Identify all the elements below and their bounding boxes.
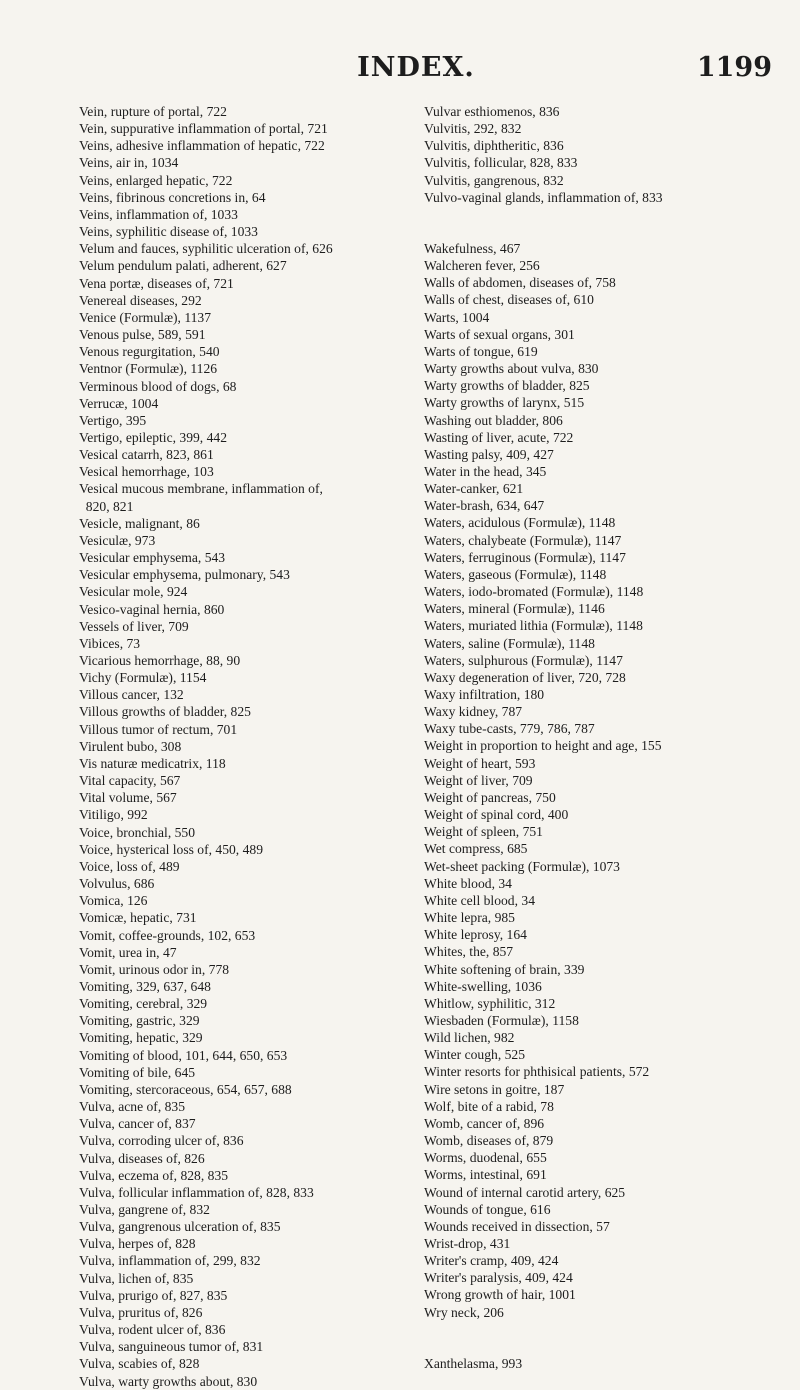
section-gap <box>424 1321 784 1355</box>
index-entry: Vomicæ, hepatic, 731 <box>79 910 197 926</box>
index-entry: Vulvitis, 292, 832 <box>424 121 522 137</box>
index-section-w <box>424 240 784 1321</box>
index-entry: Vulvitis, gangrenous, 832 <box>424 172 564 188</box>
index-entry: Vulva, diseases of, 826 <box>79 1150 205 1166</box>
running-head <box>60 52 772 96</box>
index-entry: Vomiting of blood, 101, 644, 650, 653 <box>79 1047 288 1063</box>
index-entry: Vulva, eczema of, 828, 835 <box>79 1167 229 1183</box>
index-entry: Water-canker, 621 <box>424 481 524 497</box>
index-entry: White leprosy, 164 <box>424 927 527 943</box>
index-entry: White lepra, 985 <box>424 910 515 926</box>
index-entry: Writer's paralysis, 409, 424 <box>424 1270 573 1286</box>
index-entry: 820, 821 <box>79 498 134 514</box>
index-entry: Vulva, gangrene of, 832 <box>79 1202 210 1217</box>
index-entry: Water in the head, 345 <box>424 463 547 479</box>
index-entry: Venous regurgitation, 540 <box>79 344 220 360</box>
index-entry: Villous tumor of rectum, 701 <box>79 721 238 737</box>
index-entry: Vesiculæ, 973 <box>79 532 156 548</box>
index-entry: Vesicular emphysema, 543 <box>79 550 226 566</box>
index-entry: White cell blood, 34 <box>424 892 535 908</box>
section-gap <box>424 206 784 240</box>
index-entry: Vibices, 73 <box>79 635 141 651</box>
index-entry: Wasting of liver, acute, 722 <box>424 429 574 445</box>
index-entry: White blood, 34 <box>424 875 512 891</box>
index-entry: Vulva, follicular inflammation of, 828, 833 <box>79 1184 314 1200</box>
index-entry: Velum and fauces, syphilitic ulceration of, 626 <box>79 241 333 257</box>
index-entry: White-swelling, 1036 <box>424 978 542 994</box>
index-entry: Weight of spleen, 751 <box>424 824 543 840</box>
index-entry: Waxy kidney, 787 <box>424 704 523 720</box>
index-entry: Volvulus, 686 <box>79 876 155 892</box>
index-entry: Vertigo, epileptic, 399, 442 <box>79 429 227 445</box>
index-entry: Vesicular mole, 924 <box>79 584 188 600</box>
index-entry: Waters, acidulous (Formulæ), 1148 <box>424 515 616 531</box>
index-entry: Vomiting, 329, 637, 648 <box>79 978 211 994</box>
index-entry: Vesico-vaginal hernia, 860 <box>79 601 225 617</box>
index-entry: Vichy (Formulæ), 1154 <box>79 670 207 686</box>
index-entry: Vesicle, malignant, 86 <box>79 515 200 531</box>
index-entry: Vulvar esthiomenos, 836 <box>424 104 560 119</box>
index-entry: Verminous blood of dogs, 68 <box>79 378 237 394</box>
index-entry: Vicarious hemorrhage, 88, 90 <box>79 653 241 668</box>
index-entry: Vesical hemorrhage, 103 <box>79 464 214 480</box>
index-entry: Villous cancer, 132 <box>79 687 184 703</box>
index-entry: Wounds received in dissection, 57 <box>424 1218 610 1234</box>
index-entry: Voice, loss of, 489 <box>79 858 180 874</box>
index-entry: Vomiting, cerebral, 329 <box>79 996 208 1012</box>
index-entry: Wound of internal carotid artery, 625 <box>424 1184 626 1200</box>
index-entry: Vulvitis, follicular, 828, 833 <box>424 155 578 171</box>
index-entry: Veins, enlarged hepatic, 722 <box>79 172 233 188</box>
index-entry: Vomiting, stercoraceous, 654, 657, 688 <box>79 1081 292 1097</box>
index-entry: Verrucæ, 1004 <box>79 395 159 411</box>
index-entry: Voice, hysterical loss of, 450, 489 <box>79 841 263 857</box>
index-entry: Vein, rupture of portal, 722 <box>79 104 227 119</box>
index-entry: Warts, 1004 <box>424 309 490 325</box>
index-entry: Wry neck, 206 <box>424 1304 504 1320</box>
index-entry: Wiesbaden (Formulæ), 1158 <box>424 1012 579 1028</box>
index-entry: Waxy infiltration, 180 <box>424 687 545 702</box>
index-entry: Womb, cancer of, 896 <box>424 1115 545 1131</box>
index-entry: Wasting palsy, 409, 427 <box>424 446 554 462</box>
index-entry: Wolf, bite of a rabid, 78 <box>424 1098 554 1114</box>
index-entry: Worms, duodenal, 655 <box>424 1150 547 1166</box>
index-entry: Warts of tongue, 619 <box>424 343 538 359</box>
index-entry: Vulva, acne of, 835 <box>79 1099 186 1115</box>
index-entry: Venice (Formulæ), 1137 <box>79 309 212 325</box>
index-entry: Weight in proportion to height and age, 155 <box>424 738 662 754</box>
index-entry: Vulva, lichen of, 835 <box>79 1270 194 1286</box>
index-entry: Vitiligo, 992 <box>79 807 148 823</box>
index-entry: Wild lichen, 982 <box>424 1030 515 1046</box>
index-entry: Winter resorts for phthisical patients, 572 <box>424 1064 650 1080</box>
index-entry: Veins, syphilitic disease of, 1033 <box>79 224 258 240</box>
index-entry: Vena portæ, diseases of, 721 <box>79 275 234 291</box>
index-entry: Vulvo-vaginal glands, inflammation of, 833 <box>424 189 663 205</box>
index-entry: Vomiting of bile, 645 <box>79 1064 196 1080</box>
index-entry: Vertigo, 395 <box>79 412 147 428</box>
index-entry: Virulent bubo, 308 <box>79 738 182 754</box>
index-entry: Vulva, sanguineous tumor of, 831 <box>79 1339 264 1355</box>
index-entry: Vital capacity, 567 <box>79 773 181 789</box>
index-entry: Waters, iodo-bromated (Formulæ), 1148 <box>424 584 644 600</box>
index-entry: Venereal diseases, 292 <box>79 292 202 308</box>
index-entry: Water-brash, 634, 647 <box>424 498 545 514</box>
index-entry: Vessels of liver, 709 <box>79 618 189 634</box>
index-entry: Venous pulse, 589, 591 <box>79 327 206 343</box>
index-entry: Waxy tube-casts, 779, 786, 787 <box>424 721 595 737</box>
index-entry: Walls of abdomen, diseases of, 758 <box>424 275 616 291</box>
index-entry: Warty growths of larynx, 515 <box>424 395 585 411</box>
index-entry: Wrong growth of hair, 1001 <box>424 1287 576 1303</box>
index-entry: Vein, suppurative inflammation of portal, 721 <box>79 121 328 137</box>
index-entry: Whites, the, 857 <box>424 944 514 960</box>
index-entry: Vulva, corroding ulcer of, 836 <box>79 1133 244 1149</box>
index-entry: Waters, chalybeate (Formulæ), 1147 <box>424 532 622 548</box>
index-section-x <box>424 1355 784 1372</box>
index-entry: Villous growths of bladder, 825 <box>79 704 251 720</box>
index-entry: Vulva, pruritus of, 826 <box>79 1304 203 1320</box>
index-entry: Vulva, inflammation of, 299, 832 <box>79 1253 261 1269</box>
index-entry: Winter cough, 525 <box>424 1047 526 1063</box>
index-entry: Whitlow, syphilitic, 312 <box>424 995 556 1011</box>
index-entry: Veins, inflammation of, 1033 <box>79 206 238 222</box>
index-entry: Vomit, urinous odor in, 778 <box>79 961 230 977</box>
index-entry: Vulva, scabies of, 828 <box>79 1356 200 1372</box>
index-entry: Worms, intestinal, 691 <box>424 1167 547 1183</box>
index-entry: Vesicular emphysema, pulmonary, 543 <box>79 567 290 583</box>
index-entry: Vesical mucous membrane, inflammation of, <box>79 481 323 497</box>
index-entry: Vulva, rodent ulcer of, 836 <box>79 1322 226 1338</box>
index-entry: Vulva, prurigo of, 827, 835 <box>79 1287 228 1303</box>
index-entry: Waters, saline (Formulæ), 1148 <box>424 635 595 651</box>
index-entry: Walls of chest, diseases of, 610 <box>424 292 594 308</box>
index-entry: Waters, mineral (Formulæ), 1146 <box>424 601 605 617</box>
index-entry: Waters, ferruginous (Formulæ), 1147 <box>424 549 626 565</box>
index-entry: Wounds of tongue, 616 <box>424 1201 551 1217</box>
index-entry: Xanthelasma, 993 <box>424 1355 523 1371</box>
index-column-left <box>79 103 409 1390</box>
index-entry: Wakefulness, 467 <box>424 240 521 256</box>
index-entry: Wet compress, 685 <box>424 841 528 857</box>
index-entry: Vulva, gangrenous ulceration of, 835 <box>79 1219 281 1235</box>
index-entry: Wire setons in goitre, 187 <box>424 1081 565 1097</box>
index-entry: Walcheren fever, 256 <box>424 258 540 274</box>
index-entry: Waters, gaseous (Formulæ), 1148 <box>424 566 607 582</box>
index-entry: Vulvitis, diphtheritic, 836 <box>424 138 564 154</box>
index-entry: Vomit, coffee-grounds, 102, 653 <box>79 927 256 943</box>
index-entry: Waters, muriated lithia (Formulæ), 1148 <box>424 618 643 634</box>
index-entry: Wrist-drop, 431 <box>424 1236 511 1251</box>
index-entry: Vulva, herpes of, 828 <box>79 1236 196 1252</box>
index-entry: Weight of spinal cord, 400 <box>424 807 569 823</box>
index-column-right <box>424 103 784 1372</box>
index-entry: Warty growths of bladder, 825 <box>424 378 590 394</box>
index-entry: Vis naturæ medicatrix, 118 <box>79 755 226 771</box>
index-entry: Washing out bladder, 806 <box>424 412 563 428</box>
index-entry: Vomica, 126 <box>79 893 148 909</box>
index-entry: Weight of pancreas, 750 <box>424 789 556 805</box>
index-entry: Veins, fibrinous concretions in, 64 <box>79 189 266 205</box>
index-entry: Vomiting, hepatic, 329 <box>79 1030 203 1046</box>
index-entry: Veins, adhesive inflammation of hepatic, 722 <box>79 138 325 154</box>
index-entry: Vital volume, 567 <box>79 790 177 806</box>
index-entry: Veins, air in, 1034 <box>79 155 179 171</box>
index-entry: Voice, bronchial, 550 <box>79 824 196 840</box>
index-entry: White softening of brain, 339 <box>424 961 585 977</box>
index-entry: Ventnor (Formulæ), 1126 <box>79 361 218 377</box>
index-entry: Waters, sulphurous (Formulæ), 1147 <box>424 652 623 668</box>
page-title: INDEX. <box>357 52 475 83</box>
index-entry: Writer's cramp, 409, 424 <box>424 1253 559 1269</box>
index-entry: Vulva, warty growths about, 830 <box>79 1373 258 1389</box>
index-entry: Waxy degeneration of liver, 720, 728 <box>424 669 626 685</box>
index-entry: Weight of liver, 709 <box>424 772 533 788</box>
index-entry: Weight of heart, 593 <box>424 755 536 771</box>
page-number: 1199 <box>696 52 772 83</box>
index-entry: Velum pendulum palati, adherent, 627 <box>79 258 287 274</box>
index-entry: Womb, diseases of, 879 <box>424 1133 554 1149</box>
index-entry: Wet-sheet packing (Formulæ), 1073 <box>424 858 620 874</box>
index-entry: Vesical catarrh, 823, 861 <box>79 447 214 463</box>
index-entry: Warty growths about vulva, 830 <box>424 361 599 377</box>
index-entry: Vulva, cancer of, 837 <box>79 1116 196 1132</box>
index-entry: Vomit, urea in, 47 <box>79 944 177 960</box>
index-entry: Warts of sexual organs, 301 <box>424 326 575 342</box>
index-section-v <box>424 103 784 206</box>
index-entry: Vomiting, gastric, 329 <box>79 1013 200 1029</box>
